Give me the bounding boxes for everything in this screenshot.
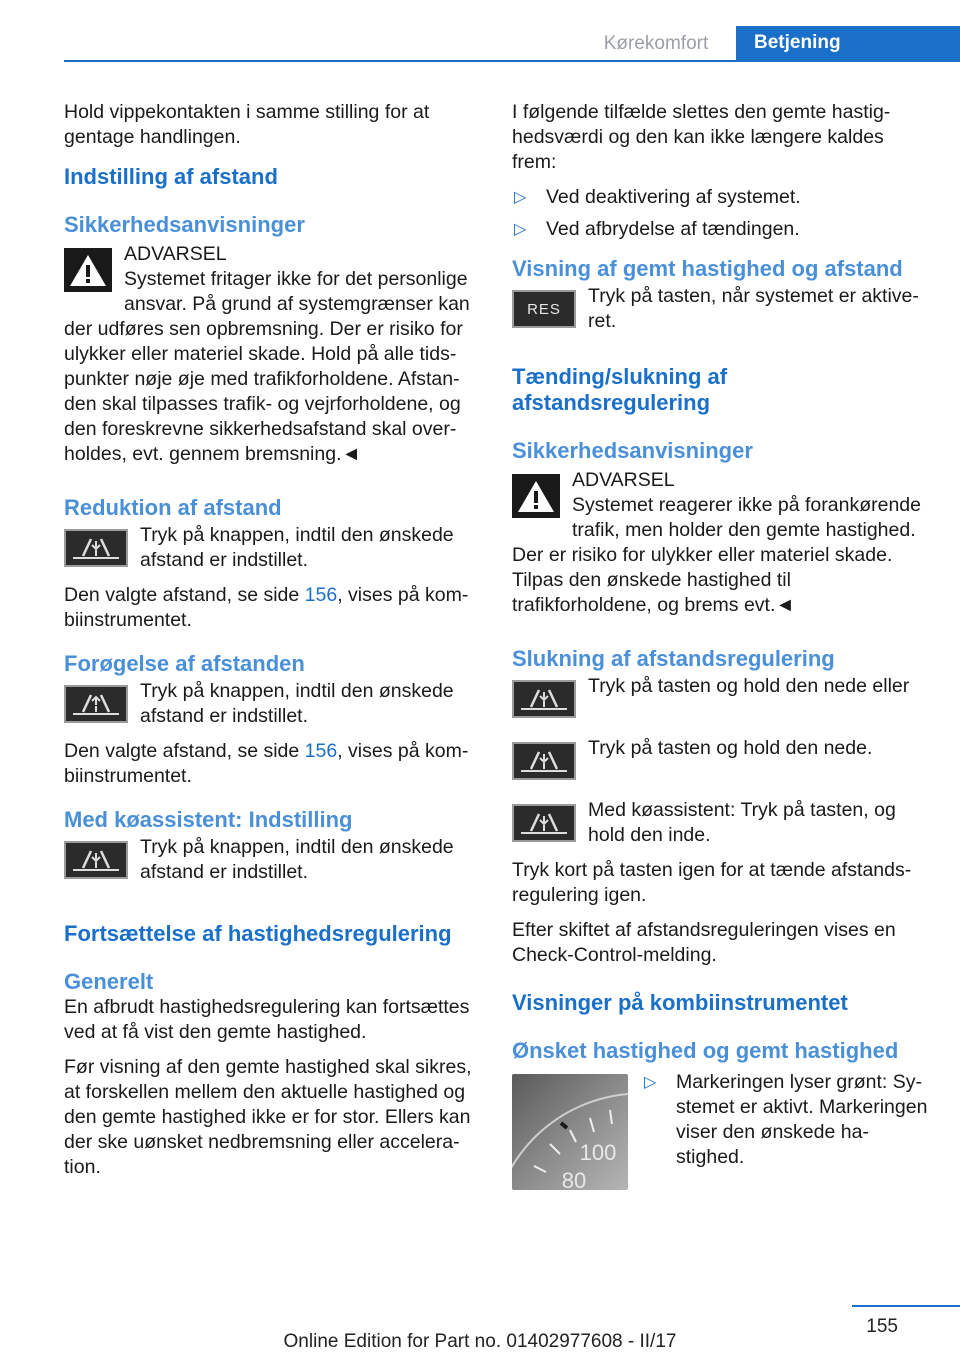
res-block [512, 284, 928, 334]
triangle-bullet-icon: ▷ [644, 1074, 657, 1091]
off-text-2: Tryk på tasten og hold den nede. [588, 737, 873, 759]
heading-safety-right: Sikkerhedsanvisninger [512, 438, 753, 463]
res-text: Tryk på tasten, når systemet er aktiveret. [588, 285, 919, 332]
heading-cluster: Visninger på kombiinstrumentet [512, 990, 848, 1015]
off-block-3 [512, 798, 928, 848]
heading-display: Visning af gemt hastighed og afstand [512, 256, 903, 281]
heading-setting: Indstilling af afstand [64, 164, 278, 189]
reduce-note: Den valgte afstand, se side 156, vises på kombiinstrumentet. [64, 584, 469, 631]
tab-korekomfort: Kørekomfort [603, 33, 709, 54]
list-item: ▷ Ved deaktivering af systemet. [514, 186, 801, 208]
triangle-bullet-icon: ▷ [514, 221, 527, 238]
footer-edition: Online Edition for Part no. 01402977608 - II/17 [283, 1331, 677, 1352]
distance-button-icon [512, 804, 576, 842]
warning-text-right: Systemet reagerer ikke på forankørende trafik, men holder den gemte hastighed. Der er risiko for ulykker eller materiel skade. Tilpas den ønskede hastighed til trafikforholdene, og brems evt.◄ [512, 494, 922, 616]
general-p1: En afbrudt hastighedsregulering kan fortsættes ved at få vist den gemte hastighed. [64, 996, 470, 1043]
general-p2: Før visning af den gemte hastighed skal sikres, at forskellen mellem den aktuelle hastighed og den gemte hastighed ikke er for stor. Ellers kan der ske uønsket nedbremsning eller acceleration. [64, 1056, 472, 1178]
triangle-bullet-icon: ▷ [514, 189, 527, 206]
reduce-text: Tryk på knappen, indtil den ønskede afstand er indstillet. [140, 524, 454, 571]
heading-safety: Sikkerhedsanvisninger [64, 212, 305, 237]
speedometer-image [512, 1074, 628, 1190]
gauge-number-80: 80 [561, 1168, 587, 1190]
queue-text: Tryk på knappen, indtil den ønskede afstand er indstillet. [140, 836, 454, 883]
left-column [64, 100, 480, 1180]
list-item: ▷ Ved afbrydelse af tændingen. [514, 218, 800, 240]
warning-title: ADVARSEL [124, 243, 227, 265]
heading-off: Slukning af afstandsregulering [512, 646, 835, 671]
warning-text: Systemet fritager ikke for det personlige ansvar. På grund af systemgrænser kan der udføres sen opbremsning. Der er risiko for ulykker eller materiel skade. Hold på alle tidspunkter nøje øje med trafikforholdene. Afstanden skal tilpasses trafik- og vejrforholdene, og den foreskrevne sikkerhedsafstand skal overholdes, evt. gennem bremsning.◄ [64, 268, 470, 465]
header-rule [64, 60, 960, 62]
warning-icon [512, 474, 560, 518]
page-number: 155 [866, 1316, 898, 1337]
after-text: Efter skiftet af afstandsreguleringen vises en Check-Control-melding. [512, 919, 896, 966]
increase-text: Tryk på knappen, indtil den ønskede afstand er indstillet. [140, 680, 454, 727]
heading-desired: Ønsket hastighed og gemt hastighed [512, 1038, 899, 1063]
page-link-156[interactable]: 156 [304, 740, 338, 762]
list-item: ▷ Markeringen lyser grønt: Systemet er aktivt. Markeringen viser den ønskede hastighed. [644, 1071, 928, 1168]
off-text-3: Med køassistent: Tryk på tasten, og hold den inde. [588, 799, 896, 846]
reduce-block [64, 523, 480, 573]
off-block-2 [512, 736, 928, 784]
heading-reduce: Reduktion af afstand [64, 495, 282, 520]
queue-block [64, 835, 480, 885]
distance-button-icon [64, 841, 128, 879]
increase-note: Den valgte afstand, se side 156, vises på kombiinstrumentet. [64, 740, 469, 787]
right-column [512, 100, 928, 1190]
warning-title-right: ADVARSEL [572, 469, 675, 491]
distance-button-icon [512, 742, 576, 780]
footer-rule [852, 1305, 960, 1307]
on-text: Tryk kort på tasten igen for at tænde afstandsregulering igen. [512, 859, 912, 906]
heading-queue: Med køassistent: Indstilling [64, 807, 353, 832]
warning-icon [64, 248, 112, 292]
heading-onoff: Tænding/slukning af afstandsregulering [512, 364, 728, 415]
heading-continue: Fortsættelse af hastighedsregulering [64, 921, 452, 946]
heading-general: Generelt [64, 969, 154, 994]
warning-block-right [512, 468, 928, 618]
intro-text: Hold vippekontakten i samme stilling for at gentage handlingen. [64, 101, 430, 148]
increase-block [64, 679, 480, 729]
delete-intro: I følgende tilfælde slettes den gemte hastighedsværdi og den kan ikke længere kaldes frem: [512, 101, 891, 173]
warning-block [64, 242, 480, 467]
distance-button-icon [64, 529, 128, 567]
off-block-1 [512, 674, 928, 722]
tab-betjening: Betjening [736, 26, 960, 62]
distance-button-icon [512, 680, 576, 718]
desired-block [512, 1070, 928, 1190]
desired-list [642, 1070, 928, 1177]
delete-list [512, 185, 928, 242]
heading-increase: Forøgelse af afstanden [64, 651, 305, 676]
off-text-1: Tryk på tasten og hold den nede eller [588, 675, 910, 697]
gauge-number-100: 100 [579, 1140, 617, 1165]
res-button-icon: RES [512, 290, 576, 328]
page-link-156[interactable]: 156 [304, 584, 338, 606]
distance-button-icon [64, 685, 128, 723]
